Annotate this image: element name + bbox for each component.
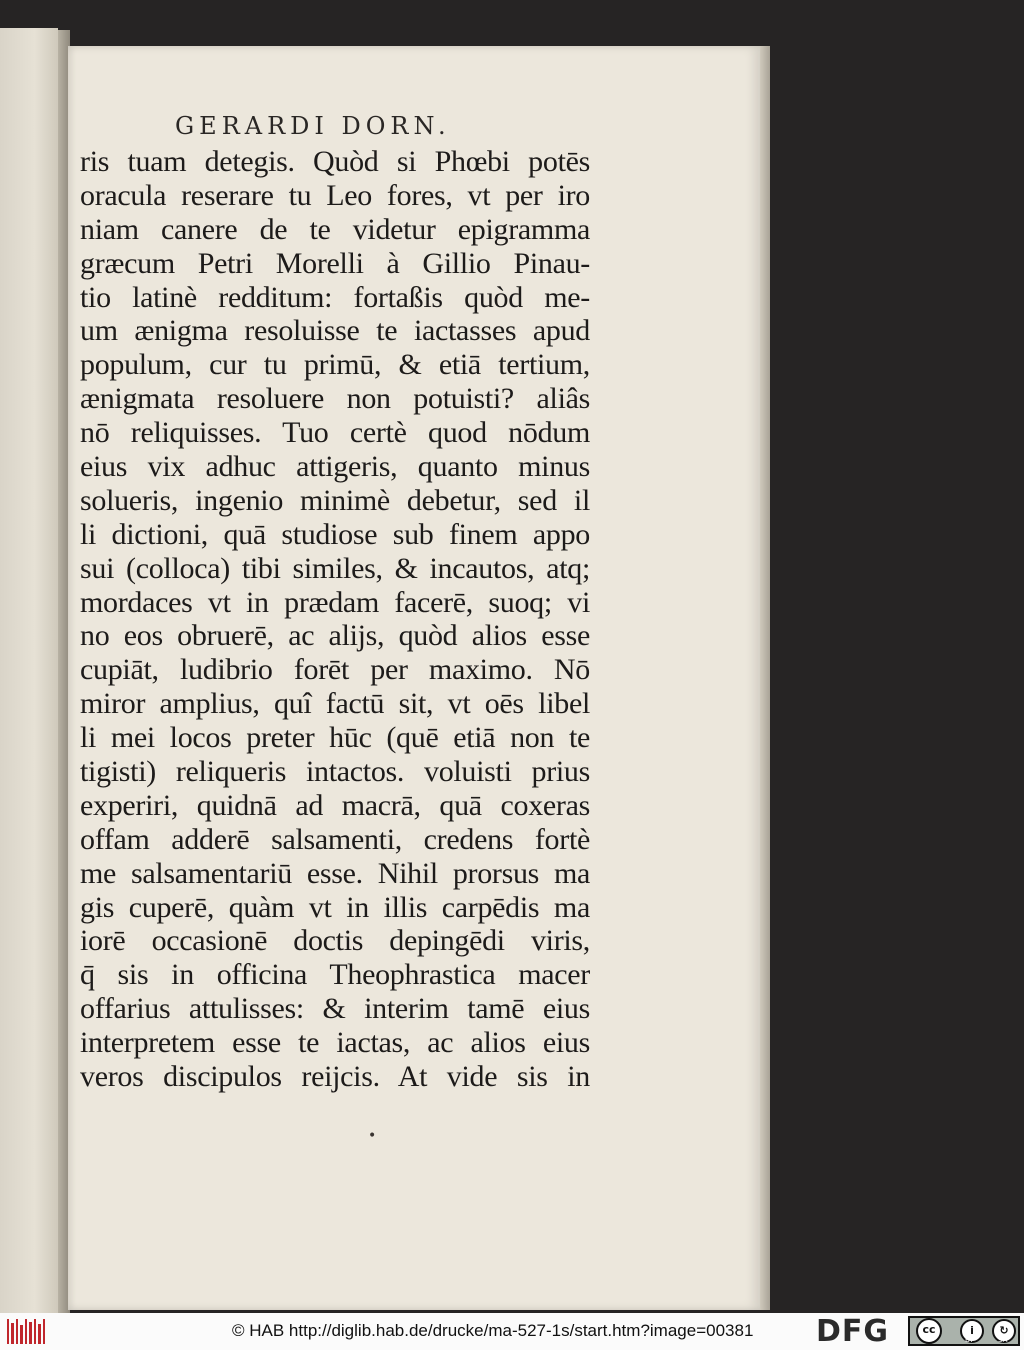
text-line: iorē occasionē doctis depingēdi viris, (80, 924, 590, 958)
text-line: experiri, quidnā ad macrā, quā coxeras (80, 788, 590, 822)
cc-by-icon: i (960, 1319, 984, 1343)
text-line: niam canere de te videtur epigramma (80, 212, 590, 246)
text-line: græcum Petri Morelli à Gillio Pinau- (80, 246, 590, 280)
text-line: solueris, ingenio minimè debetur, sed il (80, 483, 590, 517)
text-line: tigisti) reliqueris intactos. voluisti prius (80, 755, 590, 789)
text-line: eius vix adhuc attigeris, quanto minus (80, 450, 590, 484)
text-line: interpretem esse te iactas, ac alios eius (80, 1026, 590, 1060)
text-line: li mei locos preter hūc (quē etiā non te (80, 721, 590, 755)
page-text-block (80, 145, 590, 1094)
cc-license-badge[interactable] (908, 1316, 1020, 1346)
text-line: populum, cur tu primū, & etiā tertium, (80, 348, 590, 382)
text-line: nō reliquisses. Tuo certè quod nōdum (80, 416, 590, 450)
text-line: sui (colloca) tibi similes, & incautos, atq; (80, 551, 590, 585)
text-line: tio latinè redditum: fortaßis quòd me- (80, 280, 590, 314)
text-line: no eos obruerē, ac alijs, quòd alios esse (80, 619, 590, 653)
cc-license-icon: cc (916, 1318, 942, 1344)
copyright-link[interactable]: © HAB http://diglib.hab.de/drucke/ma-527-1s/start.htm?image=00381 (232, 1321, 754, 1340)
page-edge-shadow (760, 46, 770, 1310)
running-head: GERARDI DORN. (175, 112, 451, 140)
catch-mark: • (368, 1128, 377, 1144)
text-line: me salsamentariū esse. Nihil prorsus ma (80, 856, 590, 890)
text-line: cupiāt, ludibrio forēt per maximo. Nō (80, 653, 590, 687)
cc-sa-icon: ↻ (992, 1319, 1016, 1343)
text-line: offam adderē salsamenti, credens fortè (80, 822, 590, 856)
text-line: gis cuperē, quàm vt in illis carpēdis ma (80, 890, 590, 924)
text-line: veros discipulos reijcis. At vide sis in (80, 1060, 590, 1094)
text-line: mordaces vt in prædam facerē, suoq; vi (80, 585, 590, 619)
text-line: offarius attulisses: & interim tamē eius (80, 992, 590, 1026)
cc-by-label: BY (965, 1336, 974, 1344)
hab-barcode-logo[interactable] (6, 1317, 46, 1346)
text-line: miror amplius, quî factū sit, vt oēs libel (80, 687, 590, 721)
viewer-footer (0, 1313, 1024, 1350)
facing-page-edge (0, 28, 58, 1313)
text-line: ris tuam detegis. Quòd si Phœbi potēs (80, 145, 590, 178)
text-line: li dictioni, quā studiose sub finem appo (80, 517, 590, 551)
text-line: um ænigma resoluisse te iactasses apud (80, 314, 590, 348)
text-line: oracula reserare tu Leo fores, vt per iro (80, 178, 590, 212)
dfg-logo[interactable]: DFG (816, 1314, 890, 1349)
text-line: ænigmata resoluere non potuisti? aliâs (80, 382, 590, 416)
cc-sa-label: SA (998, 1336, 1008, 1344)
text-line: q̄ sis in officina Theophrastica macer (80, 958, 590, 992)
